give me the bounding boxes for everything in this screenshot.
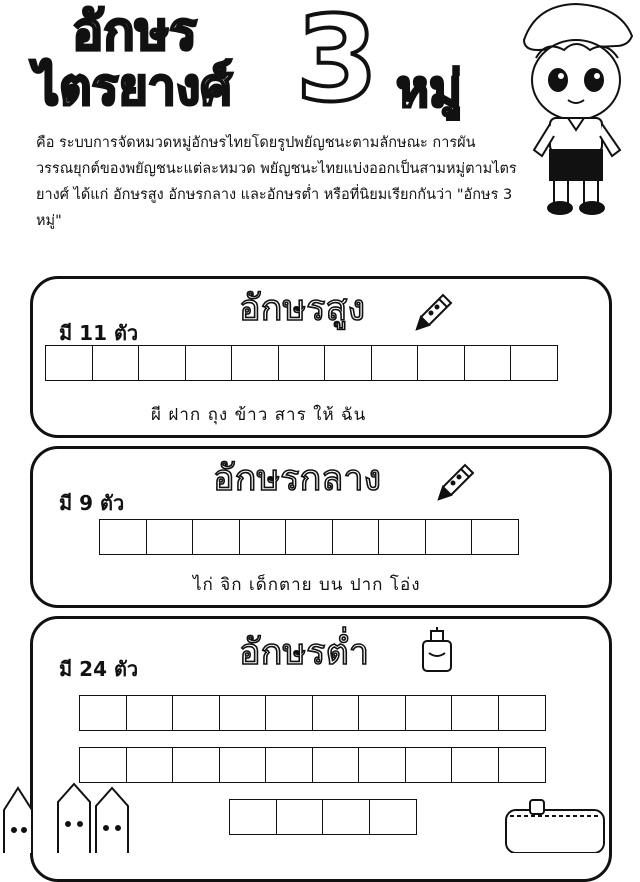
answer-cell[interactable] — [79, 695, 127, 731]
answer-cell[interactable] — [332, 519, 380, 555]
answer-cell[interactable] — [239, 519, 287, 555]
answer-cell[interactable] — [378, 519, 426, 555]
answer-cell[interactable] — [172, 695, 220, 731]
answer-cell[interactable] — [138, 345, 186, 381]
answer-cell[interactable] — [510, 345, 558, 381]
answer-cell[interactable] — [231, 345, 279, 381]
pencil-case-illustration — [500, 792, 610, 853]
letter-count: มี 9 ตัว — [59, 491, 125, 515]
answer-cell[interactable] — [358, 747, 406, 783]
answer-cell[interactable] — [405, 747, 453, 783]
answer-cell[interactable] — [126, 695, 174, 731]
answer-cell[interactable] — [276, 799, 324, 835]
answer-cell[interactable] — [312, 747, 360, 783]
answer-cell[interactable] — [464, 345, 512, 381]
answer-cell[interactable] — [285, 519, 333, 555]
answer-grid-row3[interactable] — [229, 799, 415, 835]
answer-cell[interactable] — [192, 519, 240, 555]
answer-cell[interactable] — [99, 519, 147, 555]
mnemonic-text: ผี ฝาก ถุง ข้าว สาร ให้ ฉัน — [151, 405, 367, 425]
letter-count: มี 24 ตัว — [59, 657, 139, 681]
answer-cell[interactable] — [451, 695, 499, 731]
title-line3: หมู่ — [396, 60, 462, 118]
answer-cell[interactable] — [498, 695, 546, 731]
title-line2: ไตรยางศ์ — [34, 58, 232, 116]
answer-cell[interactable] — [219, 695, 267, 731]
crayons-illustration — [0, 780, 140, 853]
title-number: 3 — [296, 0, 379, 128]
section-high-class — [30, 276, 612, 438]
answer-cell[interactable] — [369, 799, 417, 835]
section-title: อักษรต่ำ — [239, 632, 370, 673]
answer-cell[interactable] — [358, 695, 406, 731]
answer-cell[interactable] — [471, 519, 519, 555]
answer-cell[interactable] — [265, 747, 313, 783]
answer-cell[interactable] — [278, 345, 326, 381]
answer-grid[interactable] — [99, 519, 518, 555]
answer-cell[interactable] — [405, 695, 453, 731]
answer-cell[interactable] — [265, 695, 313, 731]
answer-cell[interactable] — [324, 345, 372, 381]
section-middle-class — [30, 446, 612, 608]
answer-cell[interactable] — [79, 747, 127, 783]
title-line1: อักษร — [72, 2, 197, 62]
answer-cell[interactable] — [126, 747, 174, 783]
answer-cell[interactable] — [172, 747, 220, 783]
answer-cell[interactable] — [219, 747, 267, 783]
answer-cell[interactable] — [425, 519, 473, 555]
answer-cell[interactable] — [312, 695, 360, 731]
answer-cell[interactable] — [92, 345, 140, 381]
glue-icon — [417, 625, 457, 673]
intro-paragraph: คือ ระบบการจัดหมวดหมู่อักษรไทยโดยรูปพยัญชนะตามลักษณะ การผันวรรณยุกต์ของพยัญชนะแต่ละหมวด พยัญชนะไทยแบ่งออกเป็นสามหมู่ตามไตรยางศ์ ได้แก่ อักษรสูง อักษรกลาง และอักษรต่ำ หรือที่นิยมเรียกกันว่า "อักษร 3 หมู่" — [36, 135, 517, 229]
pencil-icon — [431, 459, 479, 507]
answer-cell[interactable] — [229, 799, 277, 835]
answer-grid-row2[interactable] — [79, 747, 544, 783]
answer-cell[interactable] — [498, 747, 546, 783]
pencil-icon — [409, 289, 457, 337]
answer-cell[interactable] — [417, 345, 465, 381]
answer-cell[interactable] — [371, 345, 419, 381]
mnemonic-text: ไก่ จิก เด็กตาย บน ปาก โอ่ง — [193, 575, 421, 595]
letter-count: มี 11 ตัว — [59, 321, 139, 345]
answer-cell[interactable] — [146, 519, 194, 555]
answer-cell[interactable] — [45, 345, 93, 381]
answer-cell[interactable] — [322, 799, 370, 835]
answer-cell[interactable] — [185, 345, 233, 381]
answer-cell[interactable] — [451, 747, 499, 783]
answer-grid[interactable] — [45, 345, 557, 381]
section-title: อักษรสูง — [239, 288, 366, 329]
section-title: อักษรกลาง — [213, 458, 382, 499]
answer-grid-row1[interactable] — [79, 695, 544, 731]
